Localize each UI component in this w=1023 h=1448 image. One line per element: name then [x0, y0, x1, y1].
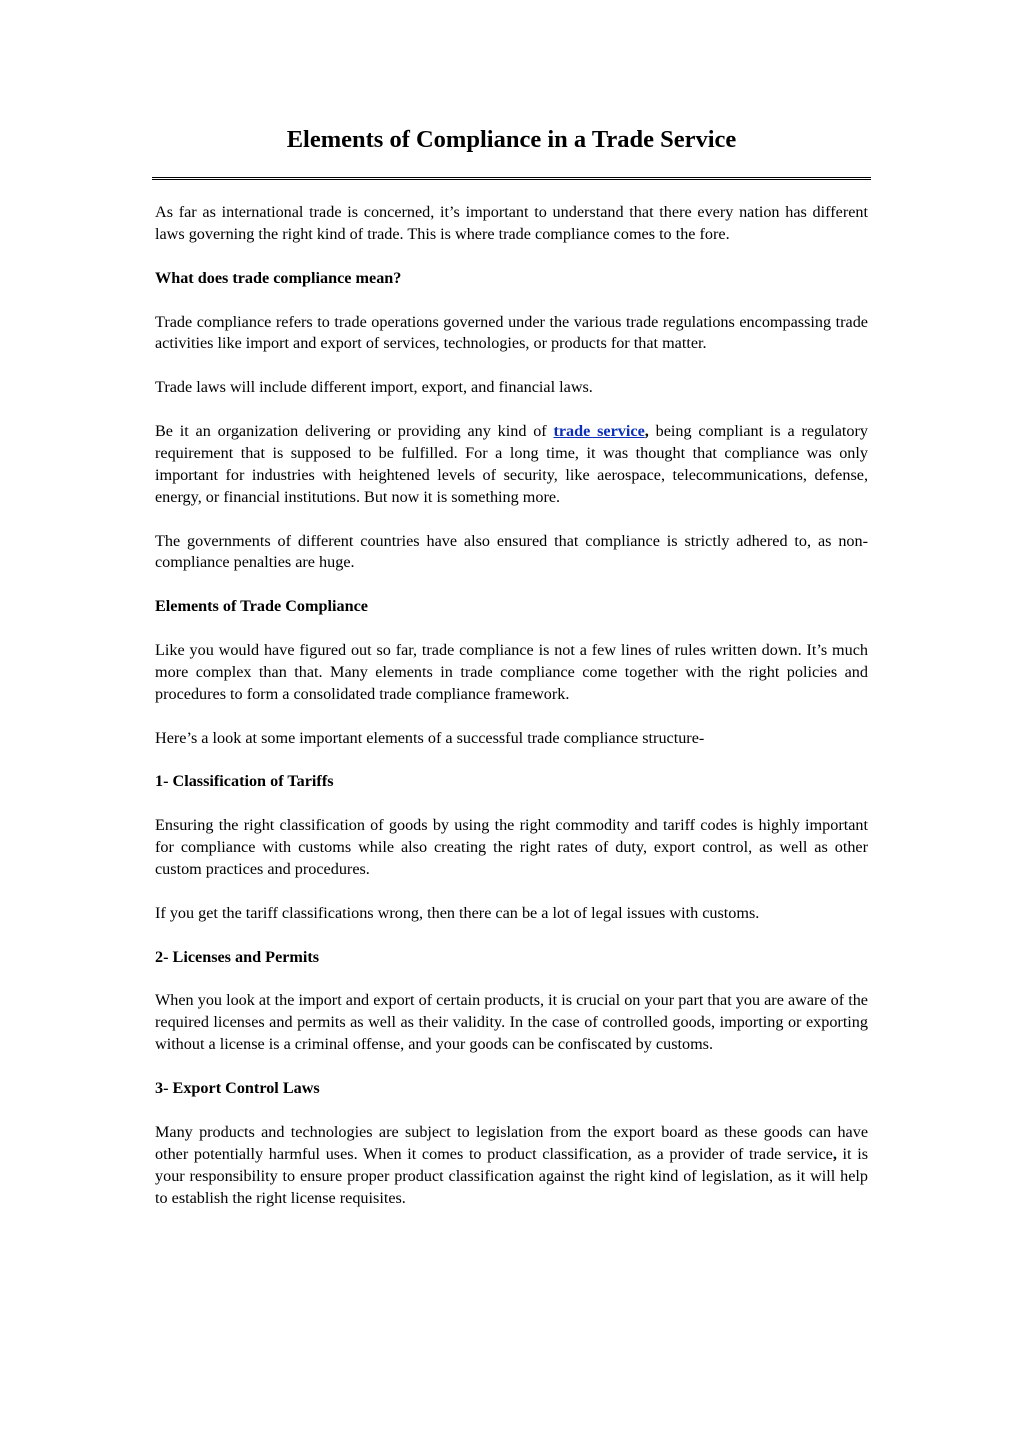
text-segment: Be it an organization delivering or providing any kind of: [155, 422, 554, 440]
tariffs-paragraph: Ensuring the right classification of goods by using the right commodity and tariff codes is highly important for compliance with customs while also creating the right rates of duty, export control, as well as other custom practices and procedures.: [155, 816, 868, 879]
elements-intro-paragraph: Here’s a look at some important elements of a successful trade compliance structure-: [155, 728, 705, 747]
intro-paragraph: As far as international trade is concerned, it’s important to understand that there every nation has different laws governing the right kind of trade. This is where trade compliance comes to the fore.: [155, 203, 868, 243]
trade-service-link[interactable]: trade service: [553, 422, 645, 440]
text-segment: ,: [644, 422, 649, 440]
heading-licenses: 2- Licenses and Permits: [155, 947, 320, 966]
heading-elements: Elements of Trade Compliance: [155, 597, 368, 616]
trade-service-paragraph: [155, 421, 868, 509]
text-segment: it is your responsibility to ensure proper product classification against the right kind of legislation, as it will help to establish the right license requisites.: [155, 1144, 868, 1207]
tariffs-warning-paragraph: If you get the tariff classifications wrong, then there can be a lot of legal issues with customs.: [155, 903, 760, 922]
trade-laws-paragraph: Trade laws will include different import, export, and financial laws.: [155, 378, 593, 397]
text-segment: being compliant is a regulatory requirement that is supposed to be fulfilled. For a long time, it was thought that compliance was only important for industries with heightened levels of security, like aerospace, telecommunications, defense, energy, or financial institutions. But now it is something more.: [155, 422, 868, 506]
title-divider: [152, 177, 871, 180]
heading-tariffs: 1- Classification of Tariffs: [155, 772, 334, 791]
framework-paragraph: Like you would have figured out so far, trade compliance is not a few lines of rules written down. It’s much more complex than that. Many elements in trade compliance come together with the right policies and procedures to form a consolidated trade compliance framework.: [155, 641, 868, 703]
licenses-paragraph: When you look at the import and export of certain products, it is crucial on your part that you are aware of the required licenses and permits as well as their validity. In the case of controlled goods, importing or exporting without a license is a criminal offense, and your goods can be confiscated by customs.: [155, 991, 868, 1054]
text-segment: ,: [832, 1144, 837, 1163]
document-body: [155, 202, 868, 1231]
heading-export-control: 3- Export Control Laws: [155, 1079, 320, 1098]
export-control-paragraph: [155, 1122, 868, 1210]
governments-paragraph: The governments of different countries have also ensured that compliance is strictly adhered to, as non-compliance penalties are huge.: [155, 531, 868, 572]
page-title: Elements of Compliance in a Trade Service: [286, 126, 737, 153]
text-segment: Many products and technologies are subject to legislation from the export board as these goods can have other potentially harmful uses. When it comes to product classification, as a provider of trade service: [155, 1122, 868, 1163]
heading-what-is-compliance: What does trade compliance mean?: [155, 268, 402, 287]
definition-paragraph: Trade compliance refers to trade operations governed under the various trade regulations encompassing trade activities like import and export of services, technologies, or products for that matter.: [155, 312, 868, 353]
